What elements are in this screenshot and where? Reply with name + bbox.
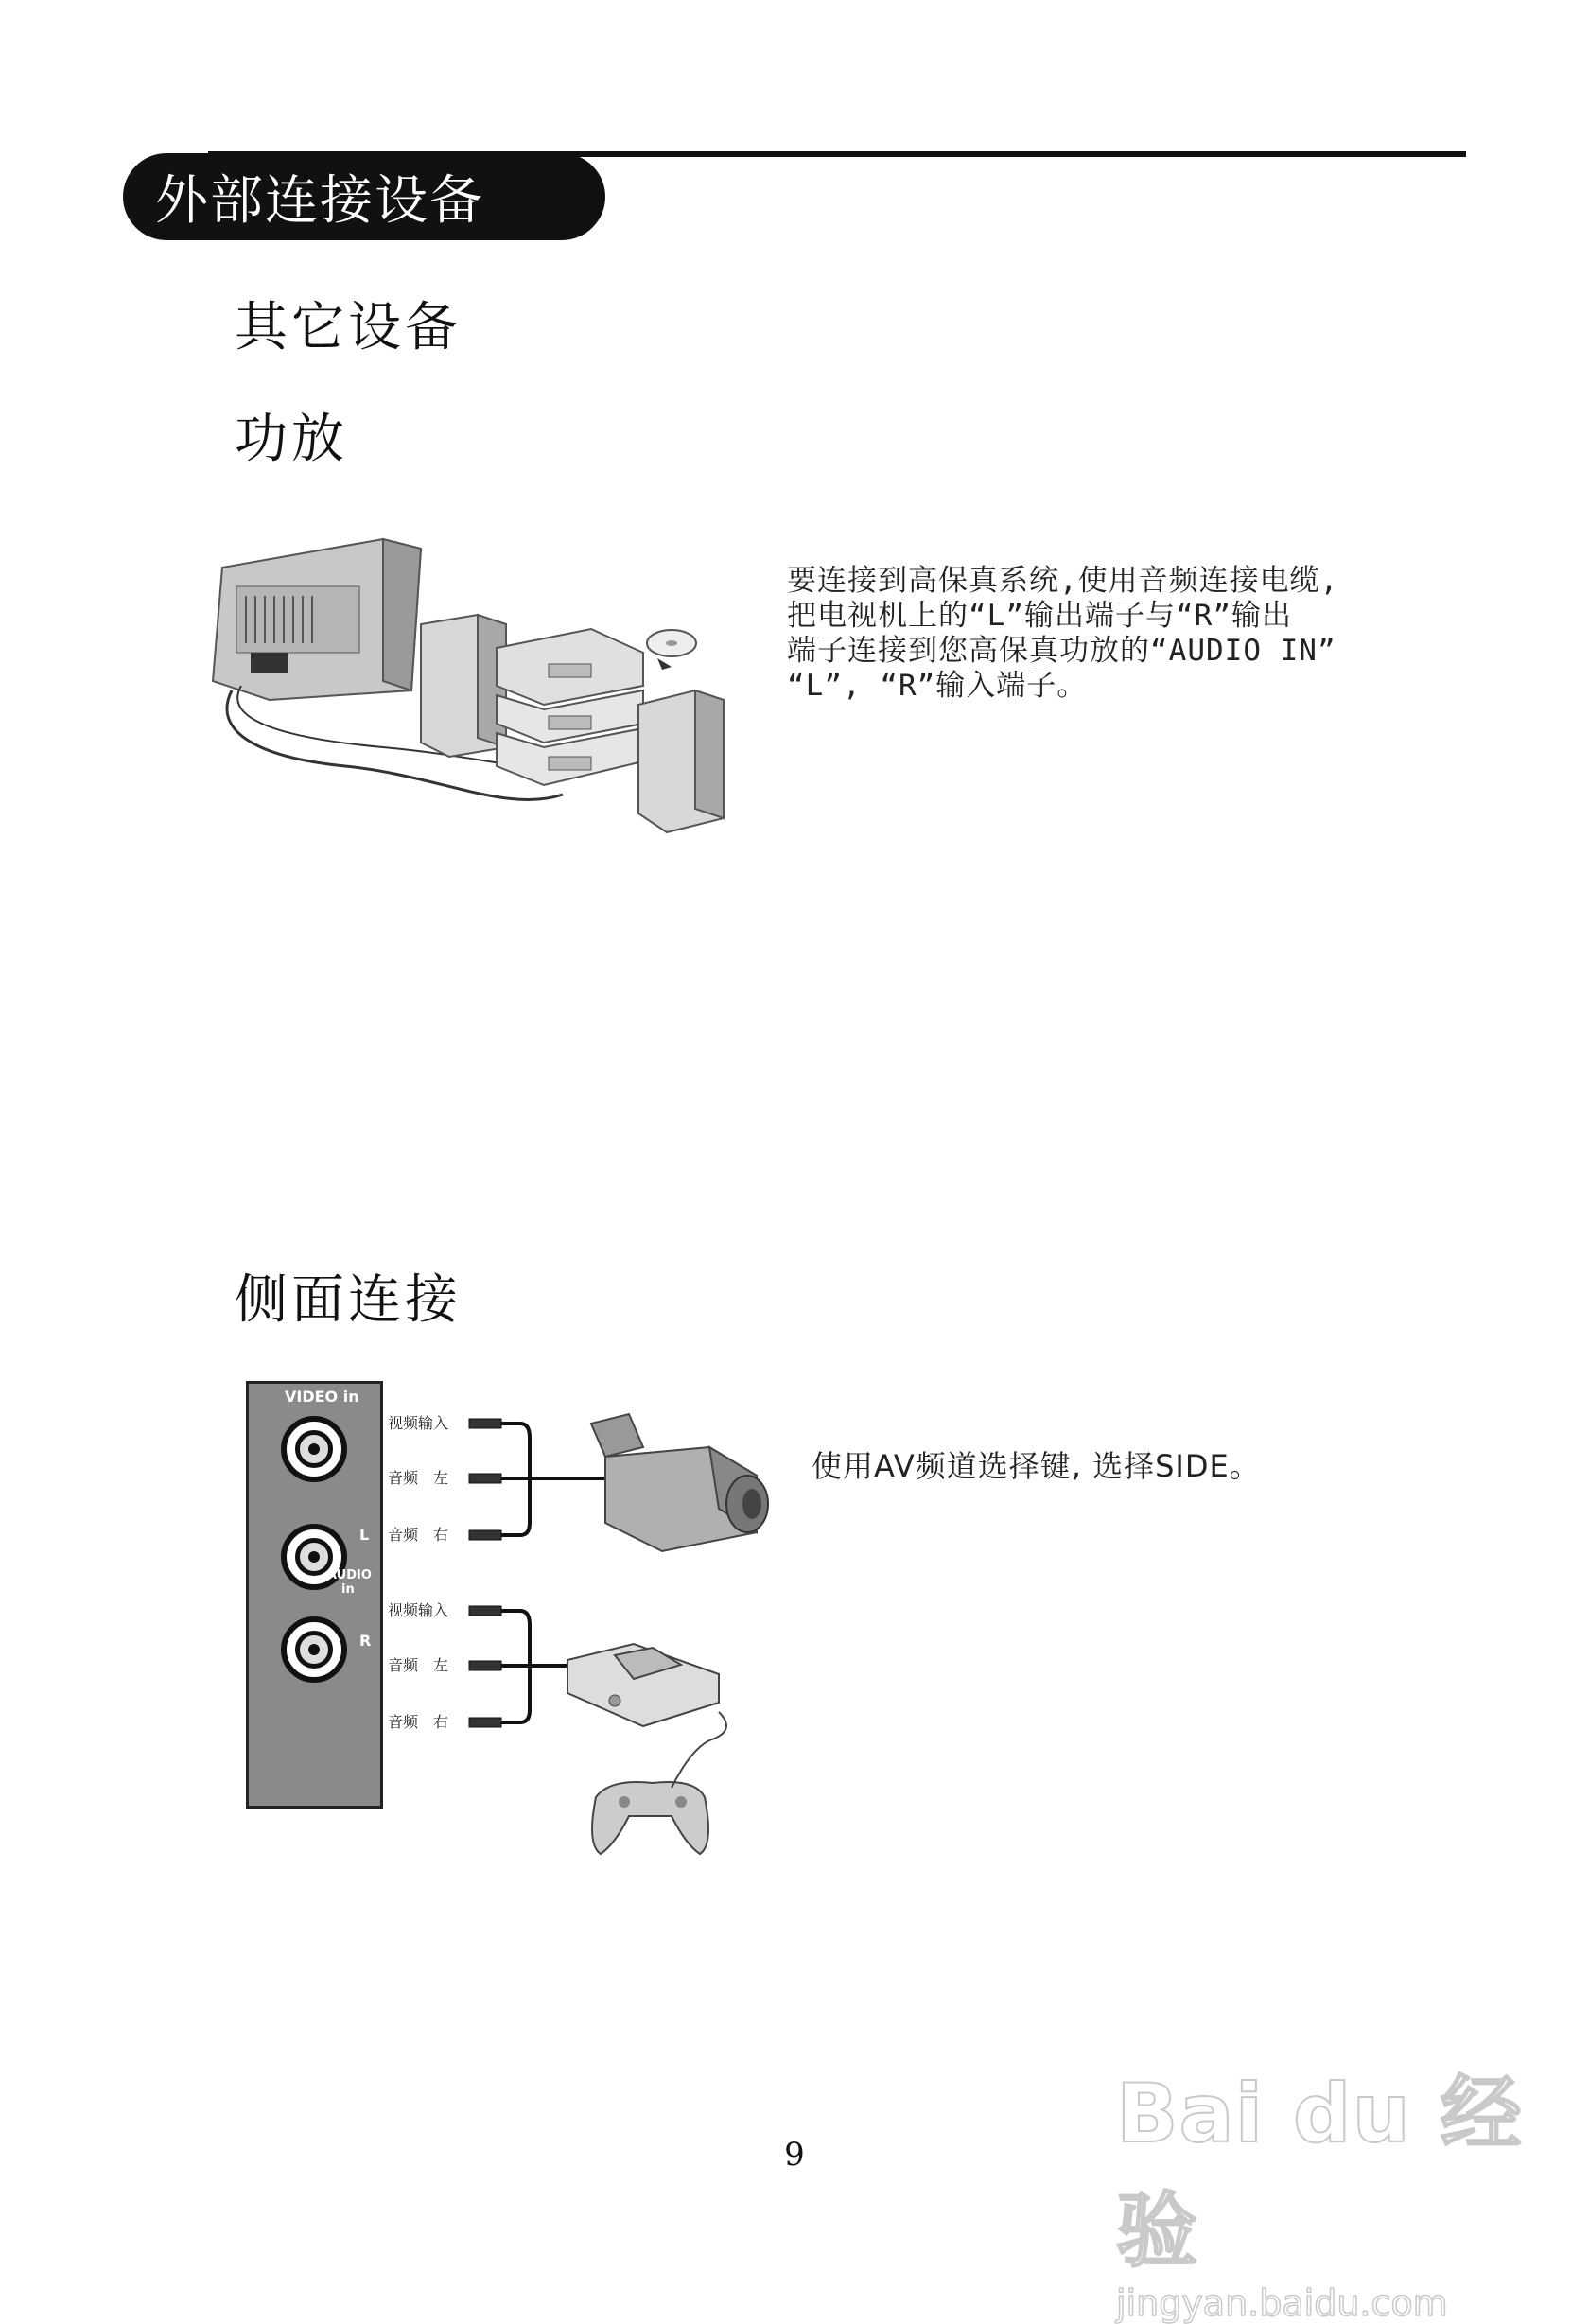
camcorder-illustration [591,1414,768,1551]
connector-label-video: 视频输入 [388,1414,449,1432]
left-channel-label: L [359,1526,370,1544]
amplifier-description-line: 要连接到高保真系统,使用音频连接电缆, [787,564,1339,598]
video-in-label: VIDEO in [285,1388,359,1406]
connector-label-audio-right: 音频 右 [388,1713,449,1731]
amplifier-description [787,564,1338,704]
left-speaker-illustration [421,615,506,757]
watermark-sub-text: jingyan.baidu.com [1116,2282,1448,2324]
audio-in-label: AUDIO [327,1568,372,1582]
game-controller-illustration [592,1782,708,1854]
section-title-side-connection: 侧面连接 [235,1269,462,1331]
amplifier-description-line: 把电视机上的“L”输出端子与“R”输出 [787,599,1292,633]
right-channel-label: R [359,1632,372,1650]
amplifier-description-line: 端子连接到您高保真功放的“AUDIO IN” [787,634,1336,668]
hifi-stack-illustration [497,629,643,785]
game-console-illustration [568,1644,719,1726]
video-jack-icon [281,1416,347,1482]
audio-in-label-2: in [341,1582,355,1597]
section-title-amplifier: 功放 [235,409,348,470]
page-number: 9 [784,2136,805,2174]
side-panel-illustration [246,1381,383,1809]
amplifier-description-line: “L”, “R”输入端子。 [787,669,1088,703]
side-connection-description: 使用AV频道选择键, 选择SIDE。 [812,1448,1261,1484]
section-title-other-devices: 其它设备 [235,297,462,358]
connector-label-audio-left: 音频 左 [388,1469,449,1487]
page-title: 外部连接设备 [123,153,605,240]
watermark-main-text: Bai du 经验 [1116,2067,1523,2279]
amplifier-connection-illustration [194,530,752,851]
connector-label-audio-right: 音频 右 [388,1526,449,1544]
side-connection-illustration [463,1400,776,1863]
connector-label-audio-left: 音频 左 [388,1656,449,1674]
tv-back-illustration [213,539,421,700]
connector-label-video: 视频输入 [388,1601,449,1619]
audio-right-jack-icon [281,1616,347,1683]
right-speaker-illustration [638,690,724,832]
